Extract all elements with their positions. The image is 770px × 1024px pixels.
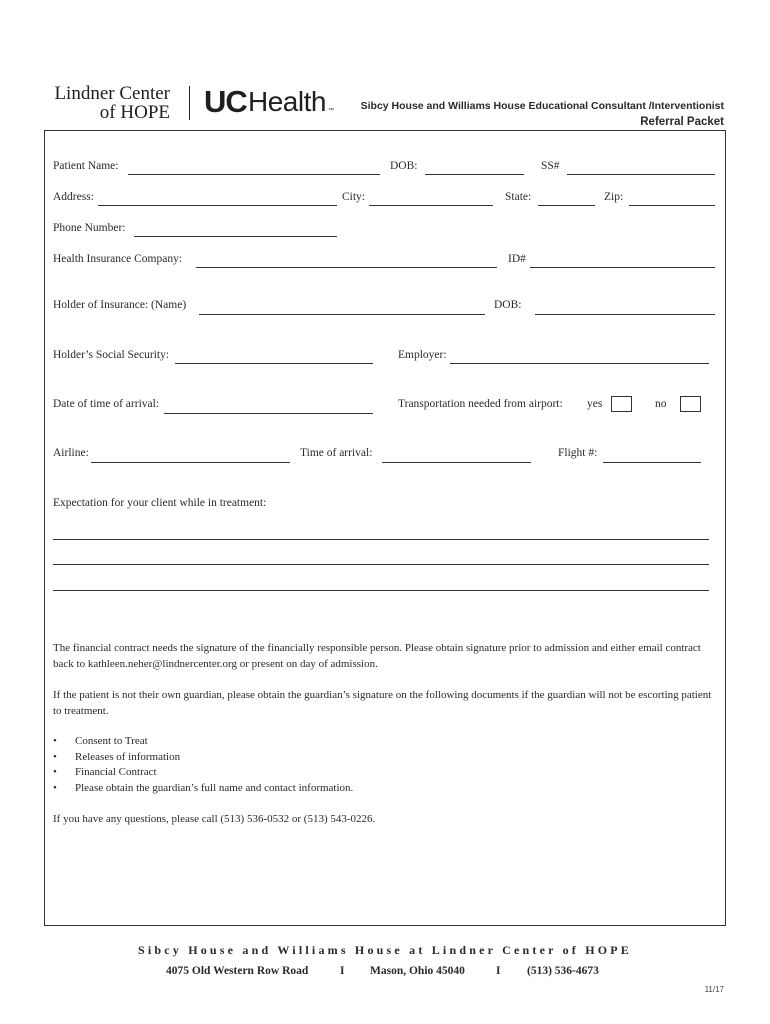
address-label: Address: <box>53 191 94 203</box>
list-item-text: Please obtain the guardian’s full name and contact information. <box>75 781 354 794</box>
bullet-icon: • <box>53 781 57 794</box>
phone-label: Phone Number: <box>53 222 126 234</box>
financial-contract-text: The financial contract needs the signature of the financially responsible person. Please obtain signature prior to admission and either email contract back to kathleen.neher@lindnercenter.org or present on day of admission. <box>53 642 701 670</box>
expectation-line-2[interactable] <box>53 564 709 565</box>
guardian-paragraph <box>53 688 713 719</box>
ssn-field[interactable] <box>567 174 715 175</box>
lindner-center-logo <box>52 84 170 122</box>
health-logo-text: Health <box>248 86 326 117</box>
flight-field[interactable] <box>603 462 701 463</box>
insurance-company-label: Health Insurance Company: <box>53 253 183 265</box>
revision-date: 11/17 <box>704 985 724 994</box>
transportation-yes-checkbox[interactable] <box>611 396 632 412</box>
state-field[interactable] <box>538 205 595 206</box>
list-item-text: Releases of information <box>75 750 181 763</box>
airline-field[interactable] <box>91 462 290 463</box>
list-item <box>53 750 353 766</box>
insurance-id-label: ID# <box>508 253 526 265</box>
questions-paragraph <box>53 812 713 828</box>
dob-field[interactable] <box>425 174 524 175</box>
insurance-company-field[interactable] <box>196 267 497 268</box>
employer-field[interactable] <box>450 363 709 364</box>
bullet-icon: • <box>53 735 57 747</box>
bullet-icon: • <box>53 766 57 778</box>
zip-field[interactable] <box>629 205 715 206</box>
list-item-text: Financial Contract <box>75 766 157 778</box>
guardian-text: If the patient is not their own guardian, please obtain the guardian’s signature on the following documents if the guardian will not be escorting patient to treatment. <box>53 689 712 717</box>
transportation-label: Transportation needed from airport: <box>398 398 563 410</box>
city-field[interactable] <box>369 205 493 206</box>
trademark-mark: ™ <box>328 108 334 114</box>
expectation-line-3[interactable] <box>53 590 709 591</box>
form-frame <box>44 130 726 926</box>
arrival-date-label: Date of time of arrival: <box>53 398 160 410</box>
address-field[interactable] <box>98 205 337 206</box>
time-of-arrival-field[interactable] <box>382 462 531 463</box>
holder-name-field[interactable] <box>199 314 485 315</box>
ssn-label: SS# <box>541 160 560 172</box>
holder-ssn-field[interactable] <box>175 363 373 364</box>
holder-name-label: Holder of Insurance: (Name) <box>53 299 187 311</box>
zip-label: Zip: <box>604 191 624 203</box>
transportation-no-label: no <box>655 398 667 410</box>
transportation-no-checkbox[interactable] <box>680 396 701 412</box>
footer-organization: Sibcy House and Williams House at Lindner Center of HOPE <box>137 943 633 957</box>
uc-logo: UC <box>204 84 247 119</box>
patient-name-label: Patient Name: <box>53 160 119 172</box>
questions-text: If you have any questions, please call (513) 536-0532 or (513) 543-0226. <box>53 813 376 825</box>
document-title: Sibcy House and Williams House Educational Consultant /Interventionist <box>360 100 724 112</box>
time-of-arrival-label: Time of arrival: <box>300 447 373 459</box>
footer-address: 4075 Old Western Row Road <box>166 965 309 977</box>
state-label: State: <box>505 191 532 203</box>
flight-label: Flight #: <box>558 447 598 459</box>
logo-divider <box>189 86 190 120</box>
bullet-icon: • <box>53 750 57 763</box>
footer-phone: (513) 536-4673 <box>527 965 599 977</box>
holder-dob-label: DOB: <box>494 299 522 311</box>
footer-city: Mason, Ohio 45040 <box>370 965 465 977</box>
list-item <box>53 781 353 797</box>
holder-dob-field[interactable] <box>535 314 715 315</box>
holder-ssn-label: Holder’s Social Security: <box>53 349 170 361</box>
phone-field[interactable] <box>134 236 337 237</box>
arrival-date-field[interactable] <box>164 413 373 414</box>
footer-separator: I <box>340 965 345 977</box>
footer-separator: I <box>496 965 501 977</box>
list-item-text: Consent to Treat <box>75 735 148 747</box>
transportation-yes-label: yes <box>587 398 603 410</box>
financial-contract-paragraph <box>53 641 713 672</box>
expectation-label: Expectation for your client while in treatment: <box>53 497 267 509</box>
city-label: City: <box>342 191 366 203</box>
insurance-id-field[interactable] <box>530 267 715 268</box>
documents-list <box>53 734 353 796</box>
dob-label: DOB: <box>390 160 418 172</box>
expectation-line-1[interactable] <box>53 539 709 540</box>
list-item <box>53 734 353 750</box>
document-subtitle: Referral Packet <box>640 116 724 128</box>
logo-line-1: Lindner Center <box>54 83 170 104</box>
logo-line-2: of HOPE <box>99 102 170 123</box>
employer-label: Employer: <box>398 349 447 361</box>
airline-label: Airline: <box>53 447 89 459</box>
patient-name-field[interactable] <box>128 174 380 175</box>
list-item <box>53 765 353 781</box>
